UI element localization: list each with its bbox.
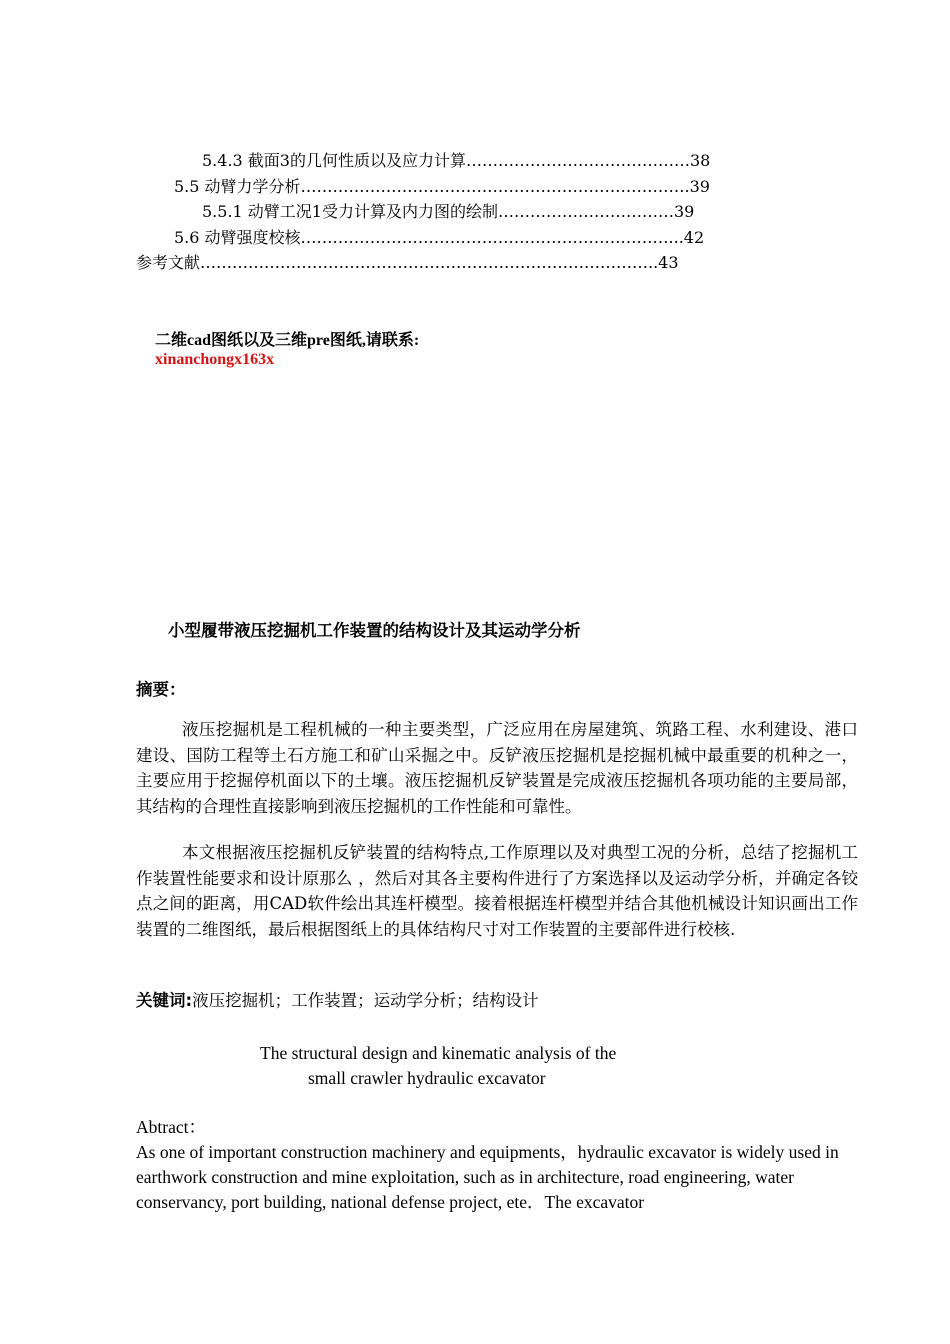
toc-entry-5-4-3: 5.4.3 截面3的几何性质以及应力计算……………………………………38 [202,151,711,170]
english-abstract-label: Abtract： [136,1117,206,1137]
english-title-line-1: The structural design and kinematic analysis of the [260,1043,617,1063]
english-abstract-paragraph: As one of important construction machinery and equipments，hydraulic excavator is widely used in earthwork construction and mine exploitation, such as in architecture, road engineering, water conservancy, port building, national defense project, ete．The excavator [136,1142,839,1212]
keywords-label: 关键词: [136,991,193,1010]
english-title-line-2: small crawler hydraulic excavator [308,1068,546,1088]
contact-id: xinanchongx163x [155,351,275,368]
toc-entry-references: 参考文献…………………………………………………………………………..43 [136,253,679,272]
toc-entry-5-5: 5.5 动臂力学分析……………………………………………………………….39 [174,177,710,196]
toc-entry-5-5-1: 5.5.1 动臂工况1受力计算及内力图的绘制……………………………39 [202,202,695,221]
chinese-title: 小型履带液压挖掘机工作装置的结构设计及其运动学分析 [168,621,581,640]
abstract-paragraph-2: 本文根据液压挖掘机反铲装置的结构特点,工作原理以及对典型工况的分析，总结了挖掘机工作装置性能要求和设计原那么 ，然后对其各主要构件进行了方案选择以及运动学分析，并确定各铰点之间的距离，用CAD软件绘出其连杆模型。接着根据连杆模型并结合其他机械设计知识画出工作装置的二维图纸，最后根据图纸上的具体结构尺寸对工作装置的主要部件进行校核. [136,843,858,939]
abstract-label: 摘要： [136,680,186,699]
toc-entry-5-6: 5.6 动臂强度校核……………………………………………………………...42 [174,228,705,247]
contact-line: 二维cad图纸以及三维pre图纸,请联系: [155,332,420,349]
keywords-line [136,990,539,1012]
abstract-paragraph-1: 液压挖掘机是工程机械的一种主要类型，广泛应用在房屋建筑、筑路工程、水利建设、港口建设、国防工程等土石方施工和矿山采掘之中。反铲液压挖掘机是挖掘机械中最重要的机种之一，主要应用于挖掘停机面以下的土壤。液压挖掘机反铲装置是完成液压挖掘机各项功能的主要局部，其结构的合理性直接影响到液压挖掘机的工作性能和可靠性。 [136,720,858,816]
keywords-value: 液压挖掘机；工作装置；运动学分析；结构设计 [192,991,539,1010]
